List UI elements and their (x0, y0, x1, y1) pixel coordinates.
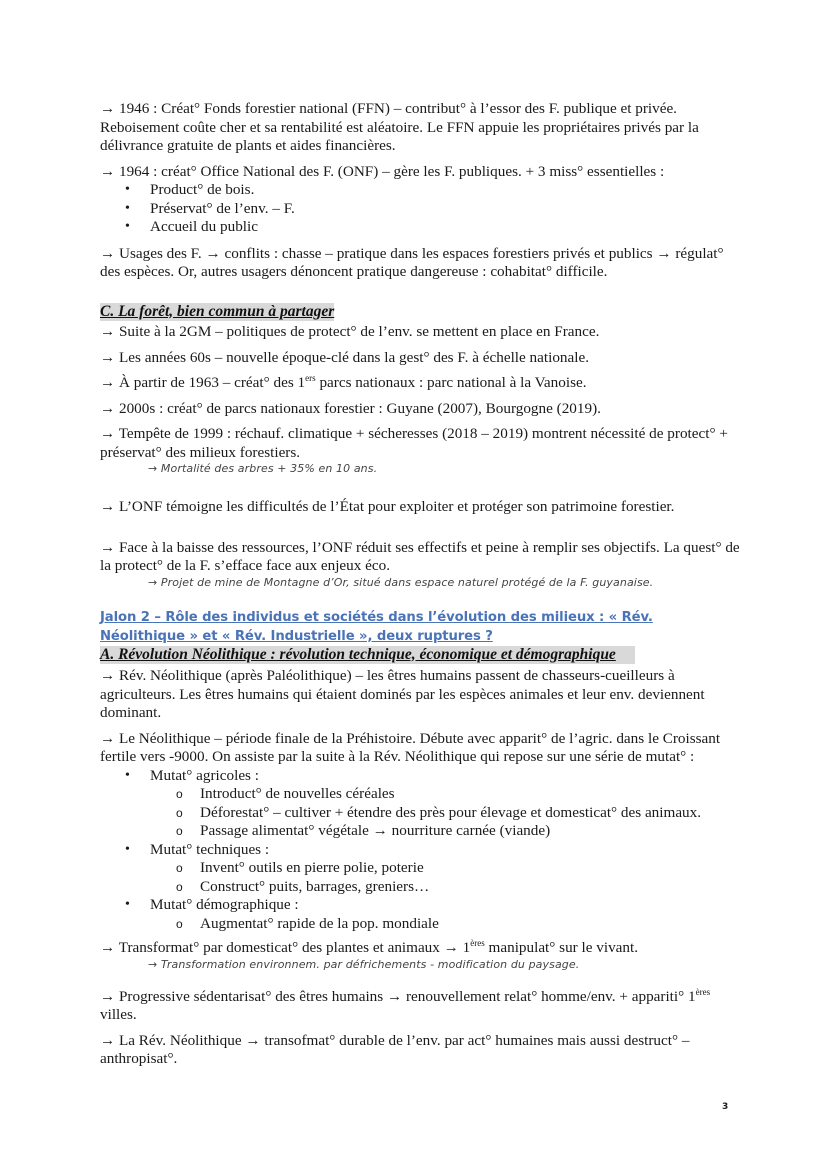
list-item: • Product° de bois. (150, 181, 740, 200)
sub-list-item: o Construct° puits, barrages, greniers… (200, 878, 740, 897)
sub-list-item: o Introduct° de nouvelles céréales (200, 785, 740, 804)
paragraph-tempete: → Tempête de 1999 : réchauf. climatique + sécheresses (2018 – 2019) montrent nécessité de protect° + préservat° des milieux forestiers. (100, 425, 728, 461)
paragraph-neolithique: → Le Néolithique – période finale de la Préhistoire. Débute avec apparit° de l’agric. dans le Croissant fertile vers -9000. On assiste par la suite à la Rév. Néolithique qui repose sur une série de mutat° : (100, 729, 721, 765)
list-item: • Mutat° agricoles : o Introduct° de nouvelles céréales o Déforestat° – cultiver + étendre des près pour élevage et domesticat° des animaux. o Passage alimentat° végétale → nourriture carnée (viande) (150, 767, 740, 841)
page-number: 3 (722, 1102, 729, 1112)
document-page (100, 100, 740, 1069)
paragraph-ffn: → 1946 : Créat° Fonds forestier national (FFN) – contribut° à l’essor des F. publique et privée. Reboisement coûte cher et sa rentabilité est aléatoire. Le FFN appuie les propriétaires privés par la délivrance gratuite de plants et aides financières. (100, 100, 699, 154)
paragraph-onf-difficultes: → L’ONF témoigne les difficultés de l’État pour exploiter et protéger son patrimoine forestier. (100, 498, 675, 515)
paragraph-2gm: → Suite à la 2GM – politiques de protect° de l’env. se mettent en place en France. (100, 323, 600, 340)
paragraph-rev-neolithique: → Rév. Néolithique (après Paléolithique) – les êtres humains passent de chasseurs-cueilleurs à agriculteurs. Les êtres humains qui étaient dominés par les espèces animales et leur env. deviennent dominant. (100, 667, 705, 721)
paragraph-usages: → Usages des F. → conflits : chasse – pratique dans les espaces forestiers privés et publics → régulat° des espèces. Or, autres usagers dénoncent pratique dangereuse : cohabitat° difficile. (100, 244, 724, 280)
paragraph-1963: → À partir de 1963 – créat° des 1ers parcs nationaux : parc national à la Vanoise. (100, 372, 587, 391)
list-item: • Préservat° de l’env. – F. (150, 200, 740, 219)
handwritten-note: → Transformation environnem. par défrichements - modification du paysage. (148, 957, 580, 971)
paragraph-conclusion: → La Rév. Néolithique → transofmat° durable de l’env. par act° humaines mais aussi destruct° – anthropisat°. (100, 1031, 690, 1067)
section-heading-c: C. La forêt, bien commun à partager (100, 302, 335, 320)
sub-list-item: o Invent° outils en pierre polie, poterie (200, 859, 740, 878)
paragraph-sedentarisat: → Progressive sédentarisat° des êtres humains → renouvellement relat° homme/env. + appariti° 1ères villes. (100, 986, 711, 1023)
list-item: • Mutat° démographique : o Augmentat° rapide de la pop. mondiale (150, 896, 740, 933)
list-item: • Mutat° techniques : o Invent° outils en pierre polie, poterie o Construct° puits, barrages, greniers… (150, 841, 740, 897)
mutations-list (100, 767, 740, 934)
sub-list-item: o Augmentat° rapide de la pop. mondiale (200, 915, 740, 934)
section-heading-a: A. Révolution Néolithique : révolution technique, économique et démographique (100, 646, 635, 665)
jalon-2-heading[interactable]: Jalon 2 – Rôle des individus et sociétés dans l’évolution des milieux : « Rév. Néolithique » et « Rév. Industrielle », deux ruptures ? (100, 609, 653, 644)
sub-list-item: o Passage alimentat° végétale → nourriture carnée (viande) (200, 822, 740, 841)
paragraph-baisse-ressources: → Face à la baisse des ressources, l’ONF réduit ses effectifs et peine à remplir ses objectifs. La quest° de la protect° de la F. s’efface face aux enjeux éco. (100, 538, 740, 574)
paragraph-onf: → 1964 : créat° Office National des F. (ONF) – gère les F. publiques. + 3 miss° essentielles : (100, 162, 665, 180)
sub-list-item: o Déforestat° – cultiver + étendre des près pour élevage et domesticat° des animaux. (200, 804, 740, 823)
list-item: • Accueil du public (150, 218, 740, 237)
paragraph-transformat: → Transformat° par domesticat° des plantes et animaux → 1ères manipulat° sur le vivant. (100, 937, 639, 956)
handwritten-note: → Mortalité des arbres + 35% en 10 ans. (148, 462, 378, 475)
paragraph-2000s: → 2000s : créat° de parcs nationaux forestier : Guyane (2007), Bourgogne (2019). (100, 399, 601, 417)
onf-missions-list (100, 181, 740, 237)
handwritten-note: → Projet de mine de Montagne d’Or, situé dans espace naturel protégé de la F. guyanaise. (148, 575, 654, 589)
paragraph-60s: → Les années 60s – nouvelle époque-clé dans la gest° des F. à échelle nationale. (100, 348, 590, 366)
